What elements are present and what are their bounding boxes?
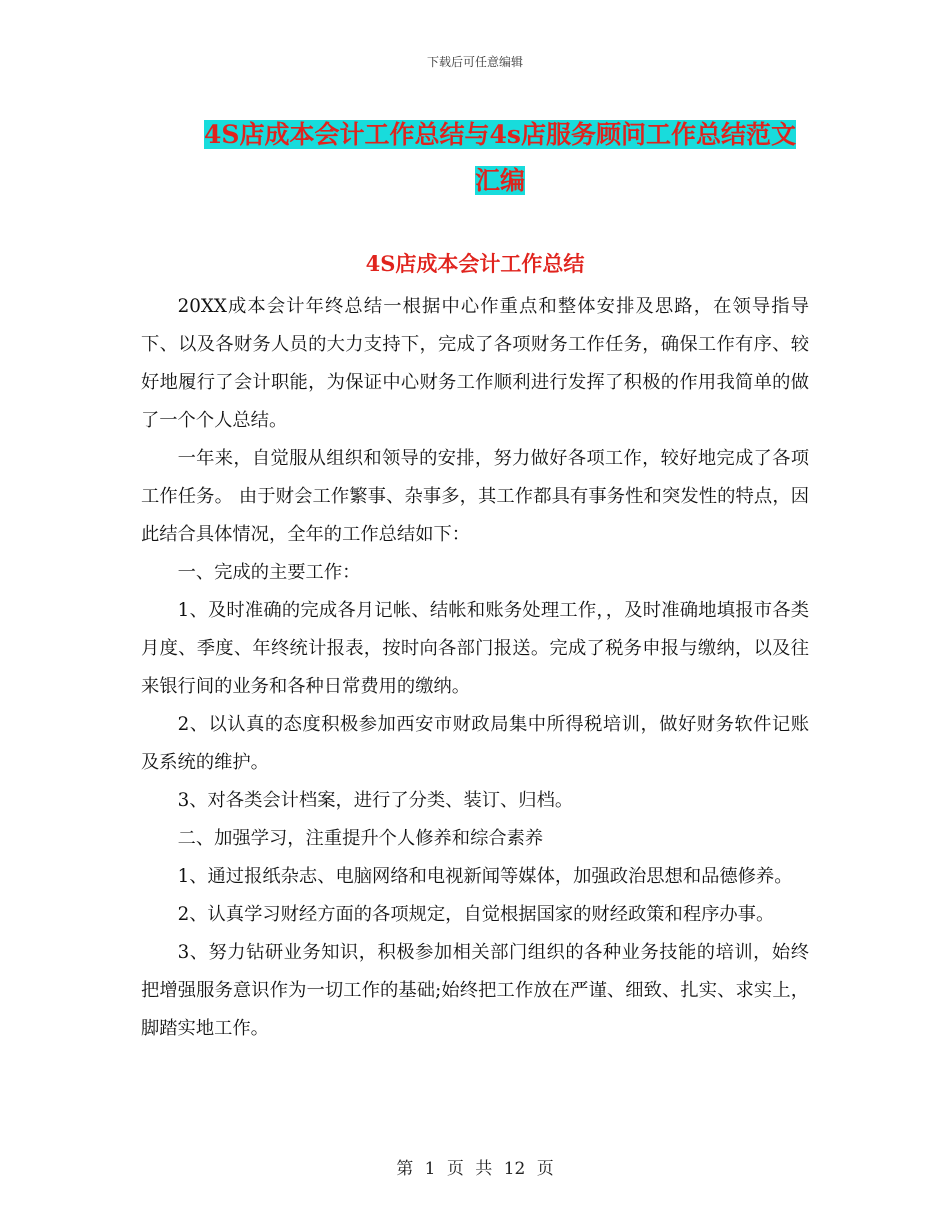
paragraph: 1、通过报纸杂志、电脑网络和电视新闻等媒体，加强政治思想和品德修养。	[177, 866, 793, 887]
document-title-line-1: 4S店成本会计工作总结与4s店服务顾问工作总结范文	[204, 120, 796, 149]
paragraph: 3、努力钻研业务知识，积极参加相关部门组织的各种业务技能的培训，始终把增强服务意识作为一切工作的基础;始终把工作放在严谨、细致、扎实、求实上，脚踏实地工作。	[141, 942, 809, 1039]
document-title	[150, 112, 850, 204]
paragraph: 二、加强学习，注重提升个人修养和综合素养	[177, 828, 544, 849]
paragraph: 20XX成本会计年终总结一根据中心作重点和整体安排及思路，在领导指导下、以及各财务人员的大力支持下，完成了各项财务工作任务，确保工作有序、较好地履行了会计职能，为保证中心财务工作顺利进行发挥了积极的作用我简单的做了一个个人总结。	[141, 296, 809, 431]
document-title-line-2: 汇编	[474, 166, 525, 195]
paragraph: 一年来，自觉服从组织和领导的安排，努力做好各项工作，较好地完成了各项工作任务。 由于财会工作繁事、杂事多，其工作都具有事务性和突发性的特点，因此结合具体情况，全年的工作总结如下：	[141, 448, 809, 545]
paragraph: 2、认真学习财经方面的各项规定，自觉根据国家的财经政策和程序办事。	[177, 904, 775, 925]
paragraph: 2、以认真的态度积极参加西安市财政局集中所得税培训，做好财务软件记账及系统的维护。	[141, 714, 809, 773]
page-footer: 第 1 页 共 12 页	[396, 1159, 554, 1179]
paragraph: 一、完成的主要工作：	[177, 562, 361, 583]
header-note: 下载后可任意编辑	[426, 55, 523, 69]
paragraph: 1、及时准确的完成各月记帐、结帐和账务处理工作，，及时准确地填报市各类月度、季度、年终统计报表，按时向各部门报送。完成了税务申报与缴纳，以及往来银行间的业务和各种日常费用的缴纳。	[141, 600, 809, 697]
paragraph: 3、对各类会计档案，进行了分类、装订、归档。	[177, 790, 574, 811]
section-title: 4S店成本会计工作总结	[365, 251, 585, 276]
document-body	[141, 288, 809, 1048]
